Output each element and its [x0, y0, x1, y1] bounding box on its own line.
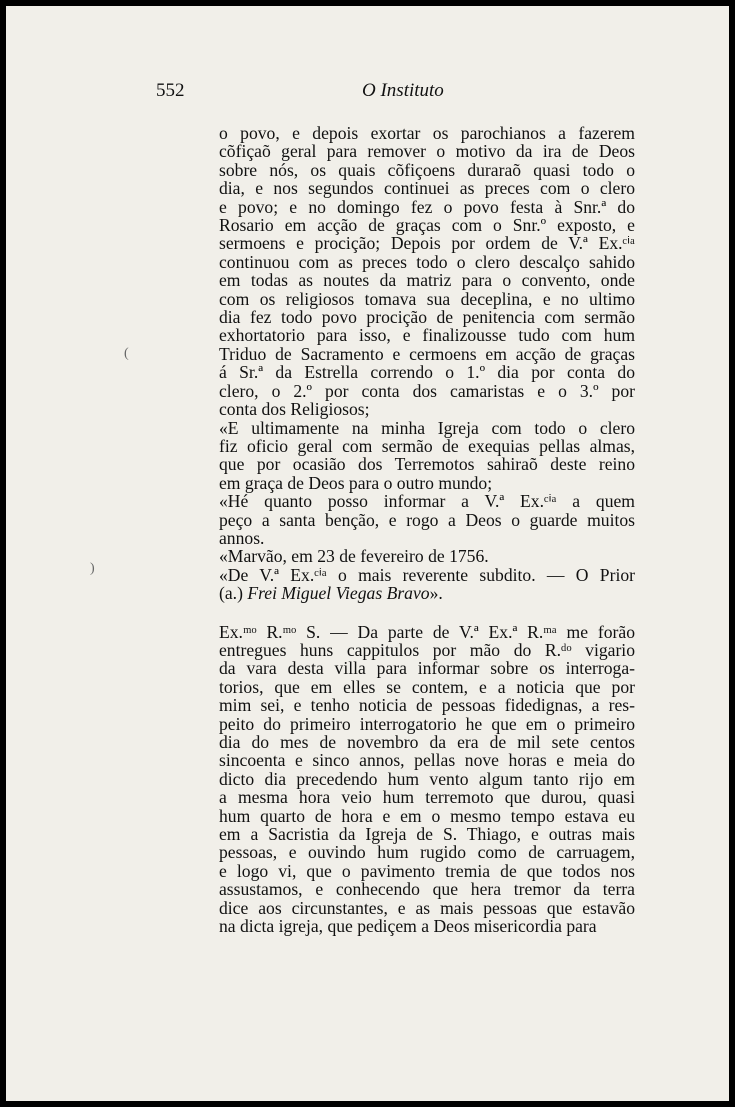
running-title: O Instituto [362, 80, 444, 101]
text-line: assustamos, e conhecendo que hera tremor da terra [219, 879, 635, 900]
text-line: fiz oficio geral com sermão de exequias pellas almas, [219, 435, 635, 456]
letter-two [219, 623, 635, 936]
text-line: sincoenta e sinco annos, pellas nove horas e meia do [219, 750, 635, 771]
scan-speck: ( [124, 346, 129, 361]
signature-line [219, 584, 635, 602]
text-line: dice aos circunstantes, e as mais pessoas que estavão [219, 897, 635, 918]
page-number: 552 [156, 80, 185, 101]
text-line: «De V.ª Ex.ᶜⁱᵃ o mais reverente subdito. — O Prior [219, 564, 635, 585]
text-line: em todas as noutes da matriz para o convento, onde [219, 270, 635, 291]
text-line: entregues huns cappitulos por mão do R.ᵈᵒ vigario [219, 639, 635, 660]
text-line: clero, o 2.º por conta dos camaristas e o 3.º por [219, 380, 635, 401]
text-line: sobre nós, os quais cõfiçoens duraraõ quasi todo o [219, 159, 635, 180]
text-line: dia fez todo povo procição de penitencia com sermão [219, 307, 635, 328]
text-line: Rosario em acção de graças com o Snr.º exposto, e [219, 215, 635, 236]
text-line: «Hé quanto posso informar a V.ª Ex.ᶜⁱᵃ a quem [219, 491, 635, 512]
text-line: dia do mes de novembro da era de mil sete centos [219, 732, 635, 752]
signature-name: Frei Miguel Viegas Bravo [247, 583, 430, 604]
text-line: hum quarto de hora e em o mesmo tempo estava eu [219, 805, 635, 826]
section-gap [219, 603, 635, 623]
text-line: torios, que em elles se contem, e a noticia que por [219, 676, 635, 697]
book-page [6, 6, 729, 1101]
text-line: «Marvão, em 23 de fevereiro de 1756. [219, 546, 489, 567]
text-line: peito do primeiro interrogatorio he que em o primeiro [219, 713, 635, 734]
text-line: dia, e nos segundos continuei as preces com o clero [219, 178, 635, 199]
letter-one [219, 124, 635, 584]
text-line: da vara desta villa para informar sobre os interroga- [219, 658, 635, 679]
text-line: sermoens e procição; Depois por ordem de V.ª Ex.ᶜⁱᵃ [219, 233, 635, 254]
text-line: cõfiçaõ geral para remover o motivo da ira de Deos [219, 141, 635, 162]
text-line: exhortatorio para isso, e finalizousse tudo com hum [219, 325, 635, 346]
text-line: em graça de Deos para o outro mundo; [219, 472, 493, 493]
signature-prefix: (a.) [219, 583, 248, 604]
text-line: «E ultimamente na minha Igreja com todo o clero [219, 417, 635, 438]
text-line: com os religiosos tomava sua deceplina, e no ultimo [219, 288, 635, 309]
signature-suffix: ». [429, 583, 443, 604]
text-line: e logo vi, que o pavimento tremia de que todos nos [219, 860, 635, 881]
text-line: peço a santa benção, e rogo a Deos o guarde muitos [219, 509, 635, 530]
text-line: o povo, e depois exortar os parochianos a fazerem [219, 123, 635, 143]
text-line: pessoas, e ouvindo hum rugido como de carruagem, [219, 842, 635, 863]
text-line: e povo; e no domingo fez o povo festa à Snr.ª do [219, 196, 635, 217]
text-line: Triduo de Sacramento e cermoens em acção de graças [219, 343, 635, 364]
scan-speck: ) [90, 561, 95, 576]
text-line: annos. [219, 527, 265, 548]
text-line: á Sr.ª da Estrella correndo o 1.º dia por conta do [219, 362, 635, 383]
body-text [219, 124, 635, 935]
text-line: em a Sacristia da Igreja de S. Thiago, e outras mais [219, 824, 635, 845]
text-line: mim sei, e tenho noticia de pessoas fidedignas, a res- [219, 695, 635, 716]
text-line: continuou com as preces todo o clero descalço sahido [219, 251, 635, 272]
text-line: dicto dia precedendo hum vento algum tanto rijo em [219, 768, 635, 789]
text-line: Ex.ᵐᵒ R.ᵐᵒ S. — Da parte de V.ª Ex.ª R.ᵐᵃ me forão [219, 621, 635, 642]
text-line: conta dos Religiosos; [219, 399, 370, 420]
text-line: que por ocasião dos Terremotos sahiraõ deste reino [219, 454, 635, 475]
text-line: na dicta igreja, que pediçem a Deos misericordia para [219, 916, 597, 937]
text-line: a mesma hora veio hum terremoto que durou, quasi [219, 787, 635, 808]
